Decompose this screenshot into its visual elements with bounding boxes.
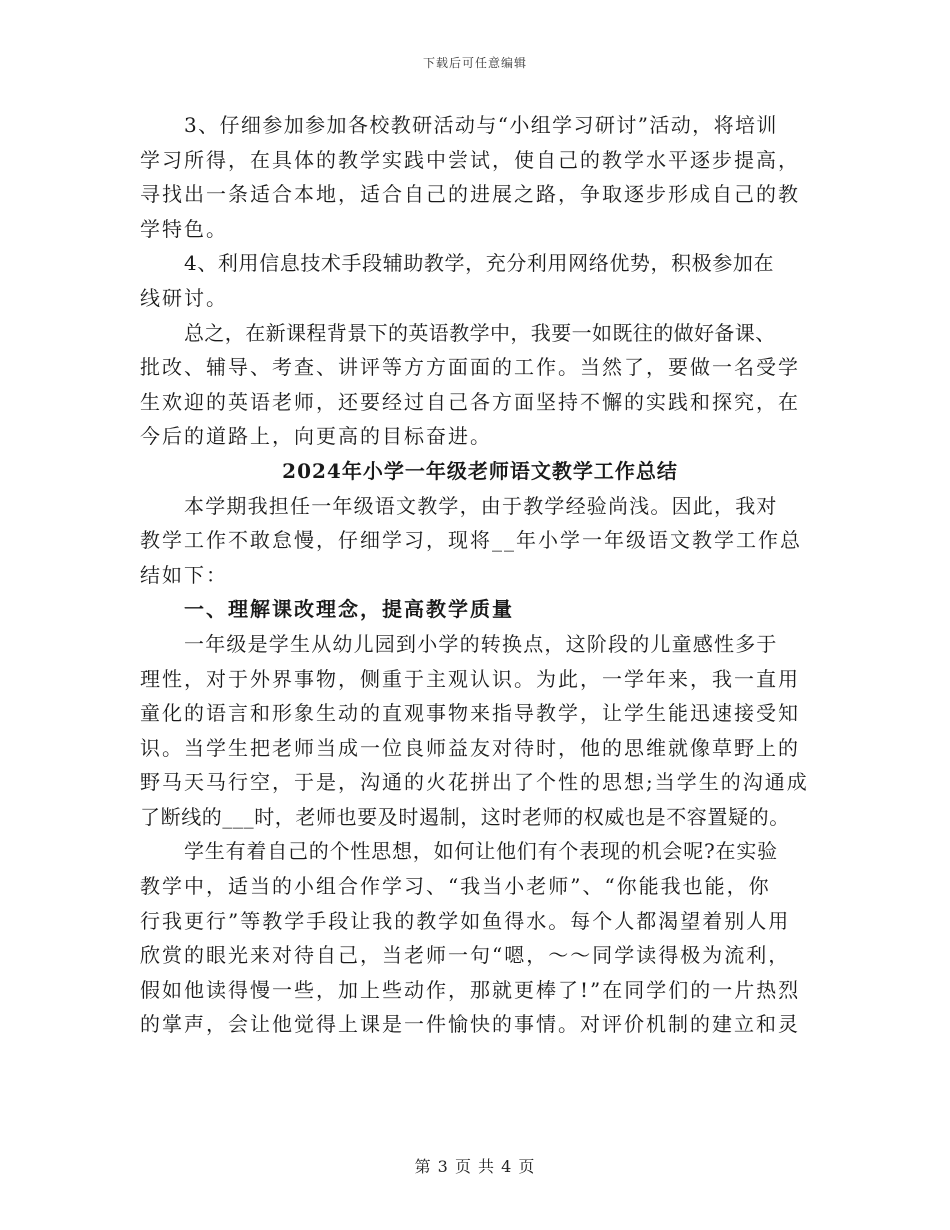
text-line: 线研讨。 bbox=[140, 285, 228, 310]
document-body bbox=[140, 108, 820, 1042]
text-line: 行我更行”等教学手段让我的教学如鱼得水。每个人都渴望着别人用 bbox=[140, 908, 791, 933]
text-line: 今后的道路上，向更高的目标奋进。 bbox=[140, 424, 492, 449]
document-title: 2024年小学一年级老师语文教学工作总结 bbox=[282, 458, 678, 483]
header-note: 下载后可任意编辑 bbox=[422, 56, 527, 70]
text-line: 了断线的___时，老师也要及时遏制，这时老师的权威也是不容置疑的。 bbox=[140, 804, 790, 829]
text-line: 识。当学生把老师当成一位良师益友对待时，他的思维就像草野上的 bbox=[140, 735, 800, 760]
text-line: 4、利用信息技术手段辅助教学，充分利用网络优势，积极参加在 bbox=[184, 251, 775, 276]
text-line: 结如下： bbox=[140, 562, 228, 587]
paragraph-intro bbox=[140, 489, 820, 593]
text-line: 理性，对于外界事物，侧重于主观认识。为此，一学年来，我一直用 bbox=[140, 666, 800, 691]
text-line: 假如他读得慢一些，加上些动作，那就更棒了!”在同学们的一片热烈 bbox=[140, 977, 801, 1002]
text-line: 总之，在新课程背景下的英语教学中，我要一如既往的做好备课、 bbox=[184, 320, 776, 345]
text-line: 生欢迎的英语老师，还要经过自己各方面坚持不懈的实践和探究，在 bbox=[140, 389, 800, 414]
text-line: 学特色。 bbox=[140, 216, 228, 241]
text-line: 一年级是学生从幼儿园到小学的转换点，这阶段的儿童感性多于 bbox=[184, 631, 778, 656]
text-line: 批改、辅导、考查、讲评等方方面面的工作。当然了，要做一名受学 bbox=[140, 355, 800, 380]
text-line: 童化的语言和形象生动的直观事物来指导教学，让学生能迅速接受知 bbox=[140, 701, 800, 726]
page-number: 第 3 页 共 4 页 bbox=[414, 1157, 536, 1176]
paragraph-summary bbox=[140, 316, 820, 454]
text-line: 3、仔细参加参加各校教研活动与“小组学习研讨”活动，将培训 bbox=[184, 113, 778, 137]
paragraph-item-3 bbox=[140, 108, 820, 246]
text-line: 本学期我担任一年级语文教学，由于教学经验尚浅。因此，我对 bbox=[184, 493, 778, 518]
text-line: 学习所得，在具体的教学实践中尝试，使自己的教学水平逐步提高， bbox=[140, 147, 800, 172]
text-line: 教学工作不敢怠慢，仔细学习，现将__年小学一年级语文教学工作总 bbox=[140, 528, 802, 553]
paragraph-section-1-a bbox=[140, 627, 820, 835]
text-line: 野马天马行空，于是，沟通的火花拼出了个性的思想;当学生的沟通成 bbox=[140, 770, 809, 795]
text-line: 的掌声，会让他觉得上课是一件愉快的事情。对评价机制的建立和灵 bbox=[140, 1012, 800, 1037]
text-line: 寻找出一条适合本地，适合自己的进展之路，争取逐步形成自己的教 bbox=[140, 182, 800, 207]
paragraph-item-4 bbox=[140, 246, 820, 315]
text-line: 学生有着自己的个性思想，如何让他们有个表现的机会呢?在实验 bbox=[184, 839, 778, 864]
paragraph-section-1-b bbox=[140, 834, 820, 1042]
section-heading: 一、理解课改理念，提高教学质量 bbox=[184, 597, 514, 622]
text-line: 教学中，适当的小组合作学习、“我当小老师”、“你能我也能，你 bbox=[140, 874, 771, 899]
text-line: 欣赏的眼光来对待自己，当老师一句“嗯，～～同学读得极为流利， bbox=[140, 943, 791, 968]
